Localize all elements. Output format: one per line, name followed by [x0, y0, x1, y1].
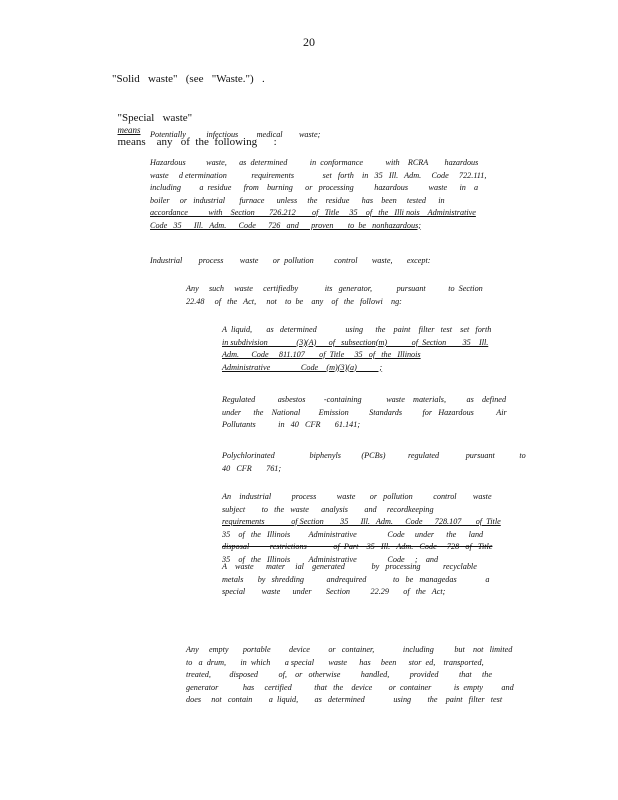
text-line: 35 of the Illinois Administrative Code under the land	[222, 529, 484, 539]
text-line: boiler or industrial furnace unless the residue has been tested in	[150, 195, 445, 205]
text-line: generator has certified that the device or container is empty and	[186, 682, 514, 692]
text-line: A waste mater ial generated by processing recyclable	[222, 562, 477, 571]
item-pcbs	[222, 450, 526, 475]
text-line: Administrative Code (m)(3)(a) ;	[222, 362, 383, 372]
text-line: subject to the waste analysis and recordkeeping	[222, 504, 434, 514]
term-special-waste: "Special waste"	[117, 112, 193, 124]
text-line: Any such waste certifiedby its generator, pursuant to Section	[186, 284, 483, 293]
text-line: 40 CFR 761;	[222, 463, 282, 473]
text-line: waste d etermination requirements set forth in 35 Ill. Adm. Code 722.111,	[150, 170, 487, 180]
text-line: does not contain a liquid, as determined using the paint filter test	[186, 695, 503, 704]
text-line: to a drum, in which a special waste has been stor ed, transported,	[186, 657, 484, 667]
item-certified-waste	[186, 283, 483, 308]
text-line: accordance with Section 726.212 of Title 35 of the Illi nois Administrative	[150, 208, 476, 217]
text-line: special waste under Section 22.29 of the Act;	[222, 587, 446, 596]
definition-solid-waste: "Solid waste" (see "Waste.") .	[112, 73, 265, 85]
text-line: including a residue from burning or processing hazardous waste in a	[150, 183, 479, 192]
definition-text: means any of the following :	[117, 136, 277, 148]
item-industrial-waste	[150, 255, 430, 268]
text-line: metals by shredding andrequired to be managedas a	[222, 574, 490, 584]
text-line: An industrial process waste or pollution control waste	[222, 492, 492, 501]
text-line: treated, disposed of, or otherwise handled, provided that the	[186, 670, 492, 679]
text-line: Potentially infectious medical waste;	[150, 130, 321, 139]
text-line: Hazardous waste, as determined in conformance with RCRA hazardous	[150, 158, 479, 167]
text-line: Regulated asbestos -containing waste materials, as defined	[222, 395, 507, 404]
item-liquid	[222, 324, 491, 374]
text-line: Pollutants in 40 CFR 61.141;	[222, 420, 361, 429]
item-shredding	[222, 561, 489, 599]
text-line: requirements of Section 35 Ill. Adm. Code 728.107 of Title	[222, 517, 501, 526]
item-asbestos	[222, 394, 507, 432]
text-line: Code 35 Ill. Adm. Code 726 and proven to be nonhazardous;	[150, 220, 422, 230]
text-line: disposal restrictions of Part 35 Ill. Adm. Code 728 of Title	[222, 542, 493, 551]
text-line: Polychlorinated biphenyls (PCBs) regulated pursuant to	[222, 451, 526, 460]
text-line: 35 of the Illinois Administrative Code ; and	[222, 554, 439, 564]
item-empty-container	[186, 644, 514, 707]
item-land-disposal	[222, 491, 501, 566]
text-line: Any empty portable device or container, including but not limited	[186, 645, 513, 654]
inserted-word: means	[117, 125, 141, 135]
item-infectious-waste	[150, 129, 320, 142]
item-hazardous-waste	[150, 157, 486, 232]
page-number: 20	[303, 35, 315, 49]
text-line: under the National Emission Standards for Hazardous Air	[222, 407, 507, 417]
text-line: Adm. Code 811.107 of Title 35 of the Illinois	[222, 350, 421, 359]
text-line: Industrial process waste or pollution control waste, except:	[150, 256, 431, 265]
text-line: in subdivision (3)(A) of subsection(m) of Section 35 Ill.	[222, 337, 489, 347]
text-line: 22.48 of the Act, not to be any of the followi ng:	[186, 296, 402, 306]
text-line: A liquid, as determined using the paint filter test set forth	[222, 325, 492, 334]
